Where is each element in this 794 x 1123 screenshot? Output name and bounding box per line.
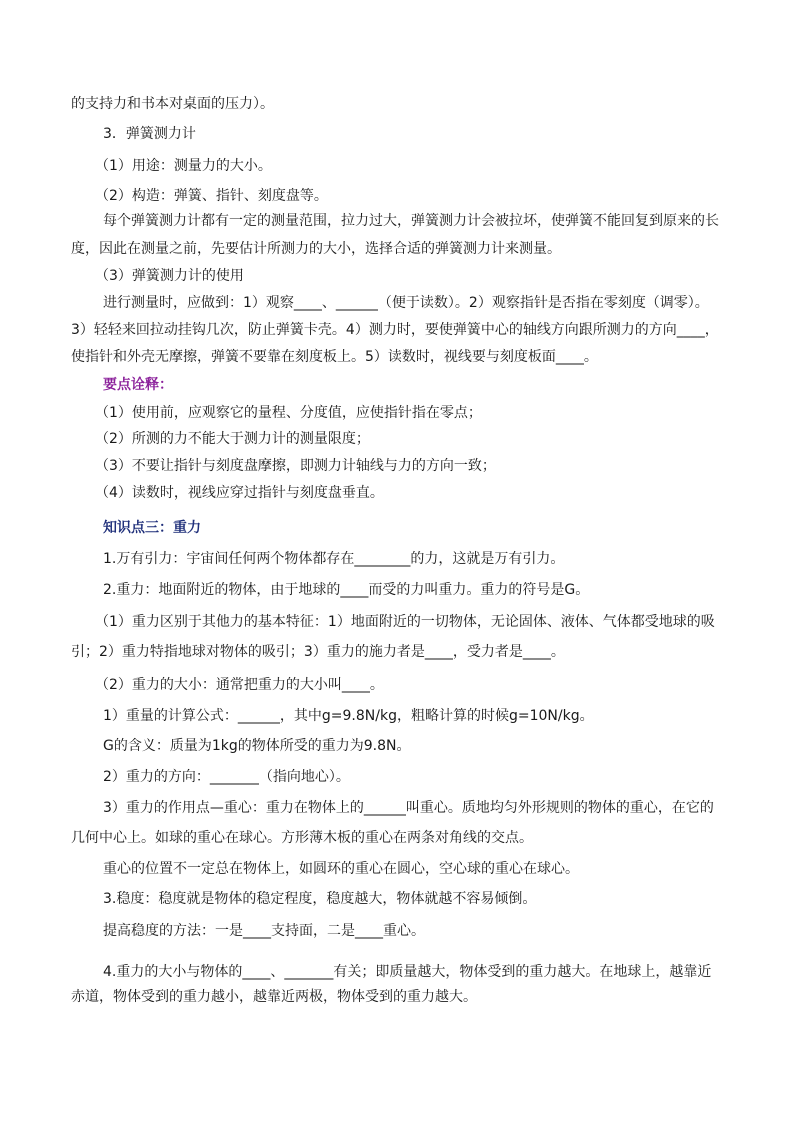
text-line: 3.稳度：稳度就是物体的稳定程度，稳度越大，物体就越不容易倾倒。 [103,891,537,907]
paragraph-line: 3）轻轻来回拉动挂钩几次，防止弹簧卡壳。4）测力时，要使弹簧中心的轴线方向跟所测力的方向____， [71,322,719,338]
paragraph-line: 使指针和外壳无摩擦，弹簧不要靠在刻度板上。5）读数时，视线要与刻度板面____。 [71,349,598,365]
paragraph-line: 4.重力的大小与物体的____、_______有关；即质量越大，物体受到的重力越大。在地球上，越靠近 [103,964,712,980]
paragraph-line: 进行测量时，应做到：1）观察____、______（便于读数）。2）观察指针是否指在零刻度（调零）。 [103,295,709,311]
text-line: 2.重力：地面附近的物体，由于地球的____而受的力叫重力。重力的符号是G。 [103,582,590,598]
text-line: G的含义：质量为1kg的物体所受的重力为9.8N。 [103,738,411,754]
text-line: 提高稳度的方法：一是____支持面，二是____重心。 [103,923,425,939]
list-item: （1）使用前，应观察它的量程、分度值，应使指针指在零点； [95,405,482,421]
list-item: （4）读数时，视线应穿过指针与刻度盘垂直。 [95,485,384,501]
text-line: 2）重力的方向：_______（指向地心）。 [103,769,350,785]
list-item: （3）不要让指针与刻度盘摩擦，即测力计轴线与力的方向一致； [95,458,496,474]
paragraph-line: 度，因此在测量之前，先要估计所测力的大小，选择合适的弹簧测力计来测量。 [71,241,561,257]
text-line: 1.万有引力：宇宙间任何两个物体都存在________的力，这就是万有引力。 [103,551,565,567]
text-line: （1）用途：测量力的大小。 [95,158,272,174]
paragraph-line: 3）重力的作用点—重心：重力在物体上的______叫重心。质地均匀外形规则的物体的重心，在它的 [103,800,714,816]
text-line: （2）重力的大小：通常把重力的大小叫____。 [95,677,384,693]
text-line: 重心的位置不一定总在物体上，如圆环的重心在圆心，空心球的重心在球心。 [103,861,579,877]
paragraph-line: 每个弹簧测力计都有一定的测量范围，拉力过大，弹簧测力计会被拉坏，使弹簧不能回复到原来的长 [103,213,719,229]
key-points-heading: 要点诠释： [103,377,173,393]
text-line: （2）构造：弹簧、指针、刻度盘等。 [95,188,328,204]
text-line: 的支持力和书本对桌面的压力）。 [71,96,274,112]
list-item: （2）所测的力不能大于测力计的测量限度； [95,431,370,447]
paragraph-line: 几何中心上。如球的重心在球心。方形薄木板的重心在两条对角线的交点。 [71,830,533,846]
text-line: 1）重量的计算公式：______，其中g=9.8N/kg，粗略计算的时候g=10N/kg。 [103,708,594,724]
paragraph-line: 赤道，物体受到的重力越小，越靠近两极，物体受到的重力越大。 [71,989,477,1005]
knowledge-point-heading: 知识点三：重力 [103,520,201,536]
paragraph-line: （1）重力区别于其他力的基本特征：1）地面附近的一切物体，无论固体、液体、气体都受地球的吸 [95,614,715,630]
text-line: （3）弹簧测力计的使用 [95,268,244,284]
paragraph-line: 引；2）重力特指地球对物体的吸引；3）重力的施力者是____，受力者是____。 [71,644,565,660]
section-heading: 3．弹簧测力计 [103,126,196,142]
